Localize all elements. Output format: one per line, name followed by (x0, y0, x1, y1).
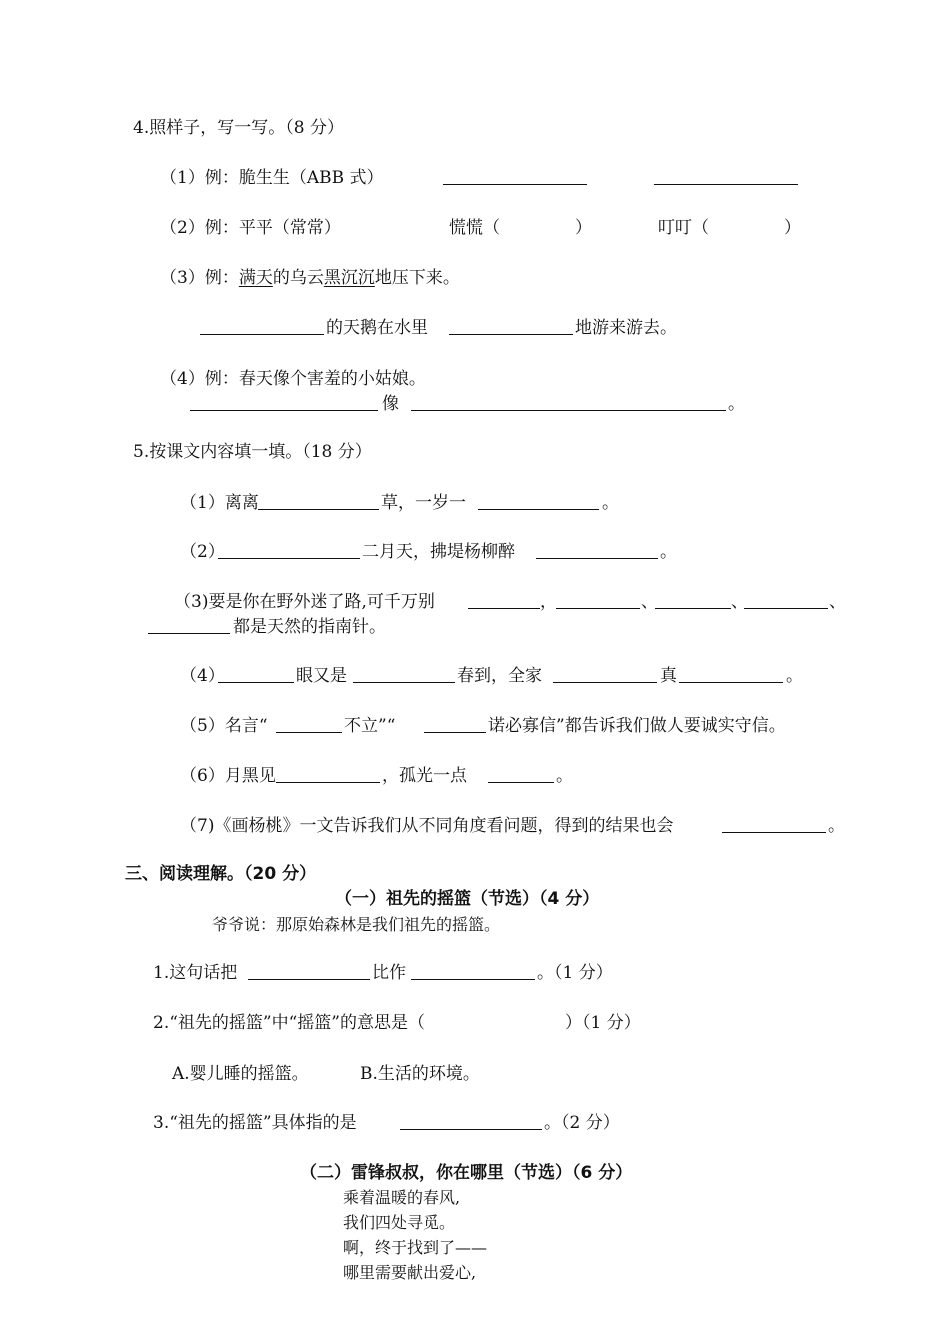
q4-s4-end: 。 (728, 394, 745, 414)
q5-s6-a: （6）月黑见 (180, 766, 276, 786)
q4-s3-label: （3）例： (160, 268, 239, 288)
q4-s4-blank-1[interactable] (190, 394, 378, 411)
q5-s3-dun-1: 、 (641, 592, 658, 612)
q4-s3-mid: 的乌云 (272, 268, 324, 288)
q5-s3-blank-1[interactable] (468, 592, 540, 609)
q5-s3-blank-4[interactable] (744, 592, 828, 609)
q4-s2-label: （2）例：平平（常常） (160, 218, 341, 238)
q5-s1-a: （1）离离 (180, 493, 259, 513)
q5-title: 5.按课文内容填一填。（18 分） (133, 442, 372, 462)
q5-s5-b: 不立”“ (344, 716, 396, 736)
p2-title: （二）雷锋叔叔，你在哪里（节选）（6 分） (300, 1163, 633, 1183)
q4-s3-l2-b: 地游来游去。 (575, 318, 677, 338)
q5-s7-blank-1[interactable] (722, 816, 826, 833)
q5-s4-c: 春到，全家 (457, 666, 542, 686)
q4-s4-label: （4）例：春天像个害羞的小姑娘。 (160, 369, 426, 389)
q5-s7-a: （7)《画杨桃》一文告诉我们从不同角度看问题，得到的结果也会 (180, 816, 674, 836)
q5-s1-b: 草，一岁一 (381, 493, 466, 513)
q5-s4-a: （4） (180, 666, 225, 686)
p1-q3-b: 。（2 分） (544, 1113, 620, 1133)
q4-s2-a: 慌慌（ (449, 218, 500, 238)
q5-s3-b: 都是天然的指南针。 (233, 617, 386, 637)
q5-s3-a: （3)要是你在野外迷了路,可千万别 (174, 592, 435, 612)
q5-s5-blank-1[interactable] (276, 716, 342, 733)
q4-s3-end: 地压下来。 (374, 268, 460, 288)
p1-q2-b: ）（1 分） (565, 1013, 641, 1033)
q5-s5-a: （5）名言“ (180, 716, 268, 736)
q5-s4-blank-1[interactable] (218, 666, 294, 683)
q4-s4-blank-2[interactable] (411, 394, 726, 411)
poem-line: 我们四处寻觅。 (343, 1213, 456, 1232)
q5-s3-dun-3: 、 (829, 592, 846, 612)
q5-s4-blank-3[interactable] (553, 666, 657, 683)
q5-s2-blank-2[interactable] (536, 542, 658, 559)
q4-s3-word-1: 满天 (238, 268, 273, 288)
q5-s2-c: 。 (660, 542, 677, 562)
q4-s3-blank-2[interactable] (449, 318, 573, 335)
q5-s3-blank-3[interactable] (655, 592, 731, 609)
q5-s3-dun-2: 、 (731, 592, 748, 612)
q5-s4-blank-2[interactable] (353, 666, 455, 683)
q5-s6-blank-1[interactable] (276, 766, 380, 783)
p1-q2-a: 2.“祖先的摇篮”中“摇篮”的意思是（ (153, 1013, 425, 1033)
q4-s2-b-close: ） (784, 218, 801, 238)
p1-q3-a: 3.“祖先的摇篮”具体指的是 (153, 1113, 357, 1133)
q5-s4-blank-4[interactable] (679, 666, 783, 683)
q5-s1-c: 。 (602, 493, 619, 513)
q4-title: 4.照样子，写一写。（8 分） (133, 118, 344, 138)
q4-s1-blank-1[interactable] (443, 168, 587, 185)
q5-s1-blank-2[interactable] (478, 493, 599, 510)
q5-s5-blank-2[interactable] (424, 716, 486, 733)
q4-s1-label: （1）例：脆生生（ABB 式） (160, 168, 384, 188)
q5-s4-d: 真 (660, 666, 677, 686)
q5-s6-b: ，孤光一点 (382, 766, 467, 786)
q4-s4-like: 像 (382, 394, 399, 414)
q5-s1-blank-1[interactable] (258, 493, 379, 510)
q5-s6-blank-2[interactable] (488, 766, 554, 783)
reading-title: 三、阅读理解。（20 分） (125, 864, 317, 884)
p1-q1-a: 1.这句话把 (153, 963, 238, 983)
q4-s2-a-close: ） (575, 218, 592, 238)
p1-q1-c: 。（1 分） (537, 963, 613, 983)
q5-s3-blank-5[interactable] (148, 617, 230, 634)
poem-line: 乘着温暖的春风, (343, 1188, 461, 1207)
q4-s2-b: 叮叮（ (658, 218, 709, 238)
q4-s3-l2-a: 的天鹅在水里 (326, 318, 428, 338)
p1-option-b: B.生活的环境。 (360, 1064, 480, 1084)
p1-option-a: A.婴儿睡的摇篮。 (172, 1064, 309, 1084)
poem-line: 哪里需要献出爱心, (343, 1263, 477, 1282)
p1-q1-blank-1[interactable] (248, 963, 370, 980)
q5-s2-a: （2） (180, 542, 225, 562)
q4-s1-blank-2[interactable] (654, 168, 798, 185)
poem-line: 啊，终于找到了—— (343, 1238, 488, 1257)
q5-s4-e: 。 (786, 666, 803, 686)
p1-quote: 爷爷说：那原始森林是我们祖先的摇篮。 (212, 915, 501, 934)
q5-s2-blank-1[interactable] (218, 542, 360, 559)
q5-s5-c: 诺必寡信”都告诉我们做人要诚实守信。 (488, 716, 786, 736)
p1-q1-b: 比作 (372, 963, 406, 983)
q5-s4-b: 眼又是 (296, 666, 347, 686)
q4-s3-word-2: 黑沉沉 (323, 268, 375, 288)
q5-s7-b: 。 (828, 816, 845, 836)
p1-title: （一）祖先的摇篮（节选）（4 分） (335, 889, 600, 909)
p1-q3-blank-1[interactable] (400, 1113, 542, 1130)
q5-s3-blank-2[interactable] (556, 592, 640, 609)
q4-s3-example (160, 267, 460, 289)
q4-s3-blank-1[interactable] (200, 318, 324, 335)
p1-q1-blank-2[interactable] (411, 963, 535, 980)
q5-s2-b: 二月天，拂堤杨柳醉 (362, 542, 515, 562)
q5-s6-c: 。 (556, 766, 573, 786)
q5-s3-comma: ， (540, 592, 557, 612)
